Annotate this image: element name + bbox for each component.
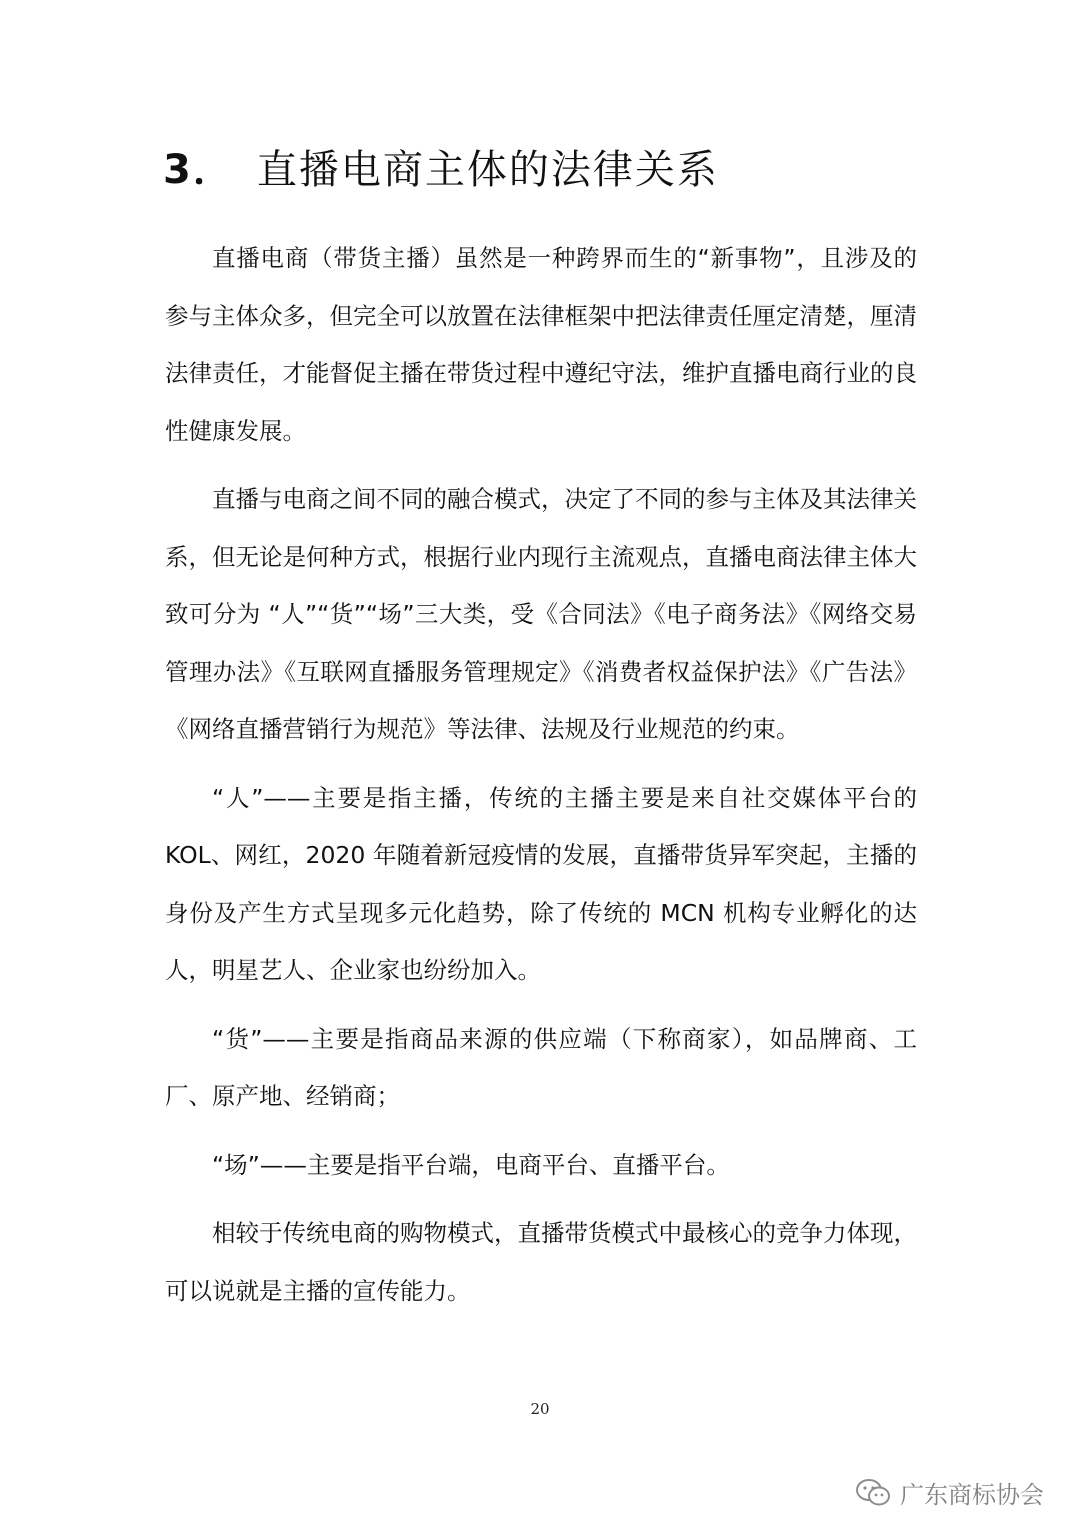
- paragraph: 直播电商（带货主播）虽然是一种跨界而生的“新事物”，且涉及的参与主体众多，但完全可以放置在法律框架中把法律责任厘定清楚，厘清法律责任，才能督促主播在带货过程中遵纪守法，维护直播电商行业的良性健康发展。: [165, 244, 917, 445]
- paragraph: “人”——主要是指主播，传统的主播主要是来自社交媒体平台的 KOL、网红，2020 年随着新冠疫情的发展，直播带货异军突起，主播的身份及产生方式呈现多元化趋势，除了传统的 MCN 机构专业孵化的达人，明星艺人、企业家也纷纷加入。: [165, 783, 917, 984]
- page-number: 20: [530, 1400, 550, 1418]
- paragraph: “货”——主要是指商品来源的供应端（下称商家），如品牌商、工厂、原产地、经销商；: [165, 1024, 917, 1110]
- watermark: [854, 1475, 1044, 1510]
- body-text: [165, 230, 917, 1331]
- watermark-text: 广东商标协会: [900, 1481, 1044, 1509]
- wechat-icon: [854, 1478, 892, 1508]
- paragraph: 直播与电商之间不同的融合模式，决定了不同的参与主体及其法律关系，但无论是何种方式，根据行业内现行主流观点，直播电商法律主体大致可分为 “人”“货”“场”三大类，受《合同法》《电子商务法》《网络交易管理办法》《互联网直播服务管理规定》《消费者权益保护法》《广告法》《网络直播营销行为规范》等法律、法规及行业规范的约束。: [165, 485, 917, 743]
- paragraph: “场”——主要是指平台端，电商平台、直播平台。: [212, 1150, 730, 1179]
- section-heading: [163, 138, 719, 195]
- section-title: 直播电商主体的法律关系: [256, 147, 719, 193]
- paragraph: 相较于传统电商的购物模式，直播带货模式中最核心的竞争力体现，可以说就是主播的宣传能力。: [165, 1219, 917, 1305]
- section-number: 3．: [163, 147, 235, 193]
